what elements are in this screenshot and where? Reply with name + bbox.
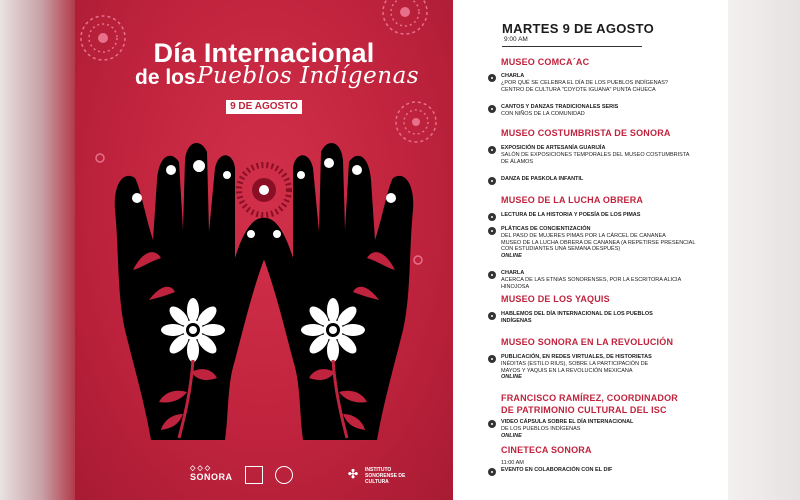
event-title: VIDEO CÁPSULA SOBRE EL DÍA INTERNACIONAL xyxy=(501,419,634,425)
venue-heading-continued: DE PATRIMONIO CULTURAL DEL ISC xyxy=(501,405,667,415)
event-title: PLÁTICAS DE CONCIENTIZACIÓN xyxy=(501,226,591,232)
venue-heading: MUSEO COMCA´AC xyxy=(501,57,590,67)
event-detail: ACERCA DE LAS ETNIAS SONORENSES, POR LA ESCRITORA ALICIA xyxy=(501,276,682,283)
government-seal-icon xyxy=(245,466,263,484)
sponsor-logos xyxy=(190,462,420,490)
event-title: DANZA DE PASKOLA INFANTIL xyxy=(501,176,584,182)
bullet-icon xyxy=(488,420,496,428)
poster-date-badge: 9 DE AGOSTO xyxy=(226,100,302,114)
event-title: CHARLA xyxy=(501,73,525,79)
event-title: HABLEMOS DEL DÍA INTERNACIONAL DE LOS PUEBLOS xyxy=(501,311,653,317)
event-detail: HINOJOSA xyxy=(501,283,530,290)
blurred-right-margin xyxy=(728,0,800,500)
state-crest-icon xyxy=(275,466,293,484)
event-time: 11:00 AM xyxy=(501,460,524,466)
venue-heading: MUSEO COSTUMBRISTA DE SONORA xyxy=(501,128,671,138)
event-detail: INÉDITAS (ESTILO RIUS), SOBRE LA PARTICIPACIÓN DE xyxy=(501,360,649,367)
bullet-icon xyxy=(488,227,496,235)
online-tag: ONLINE xyxy=(501,432,522,439)
event-title: EVENTO EN COLABORACIÓN CON EL DIF xyxy=(501,466,613,473)
left-hand xyxy=(115,143,273,440)
poster-title-script: Pueblos Indígenas xyxy=(197,63,420,89)
side-flower-right xyxy=(396,102,436,142)
right-hand xyxy=(256,143,414,440)
event-title: CHARLA xyxy=(501,270,525,276)
bullet-icon xyxy=(488,74,496,82)
schedule-day-heading: MARTES 9 DE AGOSTO xyxy=(502,21,655,36)
isc-logo-text: INSTITUTO SONORENSE DE CULTURA xyxy=(365,467,406,485)
bullet-icon xyxy=(488,105,496,113)
event-detail: MUSEO DE LA LUCHA OBRERA DE CANANEA (A REPETIRSE PRESENCIAL xyxy=(501,239,696,246)
event-detail: DEL PASO DE MUJERES PIMAS POR LA CÁRCEL DE CANANEA xyxy=(501,232,666,239)
online-tag: ONLINE xyxy=(501,253,522,260)
poster-title-de-los: de los xyxy=(135,66,196,89)
event-schedule xyxy=(453,0,728,500)
sonora-logo xyxy=(190,464,233,482)
event-detail: DE ÁLAMOS xyxy=(501,158,534,165)
sonora-logo-text: SONORA xyxy=(190,472,233,482)
event-detail: SALÓN DE EXPOSICIONES TEMPORALES DEL MUSEO COSTUMBRISTA xyxy=(501,151,690,158)
center-sun xyxy=(239,165,289,215)
event-detail: DE LOS PUEBLOS INDÍGENAS xyxy=(501,425,581,432)
bullet-icon xyxy=(488,468,496,476)
bullet-icon xyxy=(488,213,496,221)
event-detail: CON NIÑOS DE LA COMUNIDAD xyxy=(501,110,585,117)
event-title: LECTURA DE LA HISTORIA Y POESÍA DE LOS PIMAS xyxy=(501,212,641,218)
event-title: EXPOSICIÓN DE ARTESANÍA GUARIJÍA xyxy=(501,145,606,151)
isc-logo-icon: ✣ xyxy=(348,467,359,481)
event-detail: CON ESTUDIANTES UNA SEMANA DESPUÉS) xyxy=(501,246,621,253)
event-detail: CENTRO DE CULTURA "COYOTE IGUANA" PUNTA CHUECA xyxy=(501,86,656,93)
event-title: PUBLICACIÓN, EN REDES VIRTUALES, DE HISTORIETAS xyxy=(501,354,652,360)
heading-divider xyxy=(502,46,642,47)
venue-heading: FRANCISCO RAMÍREZ, COORDINADOR xyxy=(501,393,678,403)
venue-heading: MUSEO SONORA EN LA REVOLUCIÓN xyxy=(501,337,674,347)
sonora-logo-mark-icon: ◇◇◇ xyxy=(190,465,213,472)
event-title: CANTOS Y DANZAS TRADICIONALES SERIS xyxy=(501,104,619,110)
corner-flower-top-right xyxy=(383,0,427,34)
venue-heading: MUSEO DE LOS YAQUIS xyxy=(501,294,610,304)
event-detail: ¿POR QUÉ SE CELEBRA EL DÍA DE LOS PUEBLOS INDÍGENAS? xyxy=(501,79,668,86)
online-tag: ONLINE xyxy=(501,374,522,381)
venue-heading: MUSEO DE LA LUCHA OBRERA xyxy=(501,195,644,205)
schedule-start-time: 9:00 AM xyxy=(504,36,528,43)
blurred-left-margin xyxy=(0,0,75,500)
poster-title: Día Internacional xyxy=(153,38,375,68)
event-poster xyxy=(75,0,453,500)
bullet-icon xyxy=(488,146,496,154)
venue-heading: CINETECA SONORA xyxy=(501,445,592,455)
bullet-icon xyxy=(488,312,496,320)
event-detail: MAYOS Y YAQUIS EN LA REVOLUCIÓN MEXICANA xyxy=(501,367,633,374)
event-title-continued: INDÍGENAS xyxy=(501,317,532,324)
bullet-icon xyxy=(488,177,496,185)
bullet-icon xyxy=(488,355,496,363)
bullet-icon xyxy=(488,271,496,279)
